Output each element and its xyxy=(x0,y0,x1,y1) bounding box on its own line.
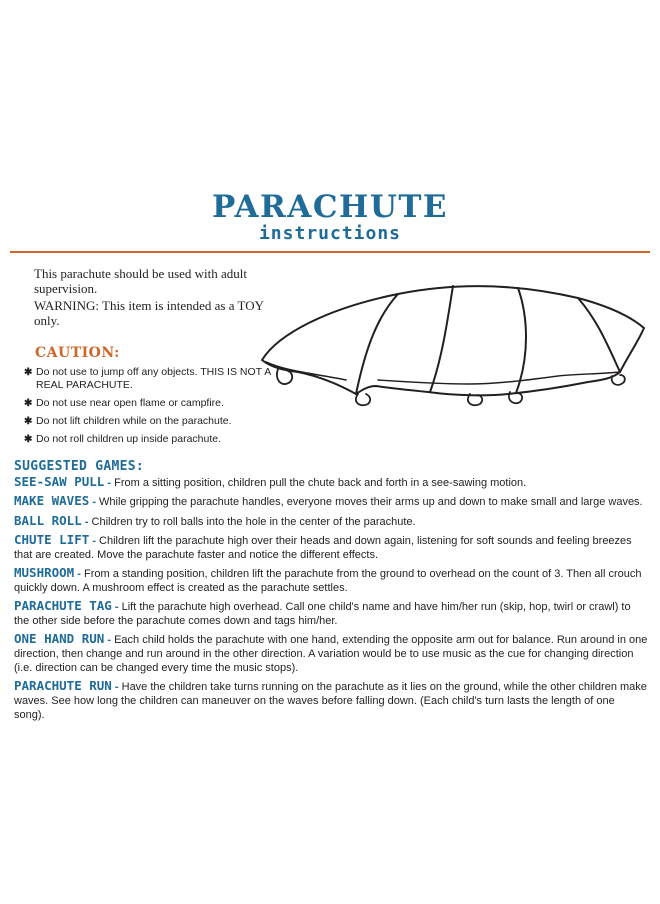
game-name: PARACHUTE TAG xyxy=(14,598,112,614)
caution-item-text: Do not lift children while on the parachute. xyxy=(36,415,232,427)
caution-item xyxy=(24,397,284,410)
game-description: From a standing position, children lift the parachute from the ground to overhead on the count of 3. Then all crouch quickly down. A mushroom effect is created as the parachute settles. xyxy=(14,567,642,594)
caution-item-text: Do not use near open flame or campfire. xyxy=(36,397,224,409)
game-description: Children try to roll balls into the hole in the center of the parachute. xyxy=(91,515,416,528)
page-title: PARACHUTE xyxy=(211,189,449,225)
game-parachute-tag: PARACHUTE TAG - Lift the parachute high overhead. Call one child's name and have him/her run (skip, hop, twirl or crawl) to the other side before the parachute comes down and tags him/her. xyxy=(14,598,631,627)
game-description: Have the children take turns running on the parachute as it lies on the ground, while the other children make waves. See how long the children can maneuver on the waves before falling down. (Each child's turn lasts the length of one song). xyxy=(14,681,647,721)
caution-item-text: Do not use to jump off any objects. THIS IS NOT A REAL PARACHUTE. xyxy=(36,366,271,391)
caution-item xyxy=(24,415,284,428)
game-name: SEE-SAW PULL xyxy=(14,474,105,489)
game-name: CHUTE LIFT xyxy=(14,531,90,547)
header-divider xyxy=(10,251,650,253)
game-name: ONE HAND RUN xyxy=(14,631,105,647)
game-mushroom: MUSHROOM - From a standing position, children lift the parachute from the ground to overhead on the count of 3. Then all crouch quickly down. A mushroom effect is created as the parachute settles. xyxy=(14,564,642,594)
game-name: MUSHROOM xyxy=(14,564,75,580)
game-name: BALL ROLL xyxy=(14,512,82,528)
parachute-illustration xyxy=(258,276,650,410)
caution-list xyxy=(24,366,284,451)
asterisk-icon: ✱ xyxy=(24,367,33,378)
game-ball-roll: BALL ROLL - Children try to roll balls into the hole in the center of the parachute. xyxy=(14,512,416,528)
asterisk-icon: ✱ xyxy=(24,398,33,409)
page-subtitle: instructions xyxy=(258,223,402,244)
games-list xyxy=(14,475,648,726)
warning-note: WARNING: This item is intended as a TOY only. xyxy=(34,298,264,328)
game-parachute-run: PARACHUTE RUN - Have the children take turns running on the parachute as it lies on the ground, while the other children make waves. See how long the children can maneuver on the waves before falling down. (Each child's turn lasts the length of one song). xyxy=(14,678,647,721)
caution-item xyxy=(24,433,284,446)
asterisk-icon: ✱ xyxy=(24,416,33,427)
caution-heading: CAUTION: xyxy=(35,345,120,361)
game-make-waves: MAKE WAVES - While gripping the parachute handles, everyone moves their arms up and down to make small and large waves. xyxy=(14,493,643,509)
asterisk-icon: ✱ xyxy=(24,434,33,445)
game-description: While gripping the parachute handles, everyone moves their arms up and down to make small and large waves. xyxy=(99,496,643,509)
supervision-note: This parachute should be used with adult supervision. xyxy=(34,266,248,296)
game-see-saw-pull: SEE-SAW PULL - From a sitting position, children pull the chute back and forth in a see-sawing motion. xyxy=(14,474,527,489)
game-description: Each child holds the parachute with one hand, extending the opposite arm out for balance. Run around in one direction, then change and run around in the other direction. A variation would be to use music as the cue for changing direction (i.e. direction can be changed every time the music stops). xyxy=(14,634,648,674)
game-name: MAKE WAVES xyxy=(14,493,90,509)
games-heading: SUGGESTED GAMES: xyxy=(14,459,145,474)
game-description: From a sitting position, children pull the chute back and forth in a see-sawing motion. xyxy=(114,477,527,489)
game-name: PARACHUTE RUN xyxy=(14,678,112,694)
game-description: Children lift the parachute high over their heads and down again, listening for soft sounds and feeling breezes that are created. Move the parachute faster and notice the different effects. xyxy=(14,534,632,561)
caution-item xyxy=(24,366,284,392)
caution-item-text: Do not roll children up inside parachute. xyxy=(36,433,222,445)
game-description: Lift the parachute high overhead. Call one child's name and have him/her run (skip, hop, twirl or crawl) to the other side before the parachute comes down and tags him/her. xyxy=(14,601,631,627)
game-chute-lift: CHUTE LIFT - Children lift the parachute high over their heads and down again, listening for soft sounds and feeling breezes that are created. Move the parachute faster and notice the different effects. xyxy=(14,531,632,561)
game-one-hand-run: ONE HAND RUN - Each child holds the parachute with one hand, extending the opposite arm out for balance. Run around in one direction, then change and run around in the other direction. A variation would be to use music as the cue for changing direction (i.e. direction can be changed every time the music stops). xyxy=(14,631,648,674)
